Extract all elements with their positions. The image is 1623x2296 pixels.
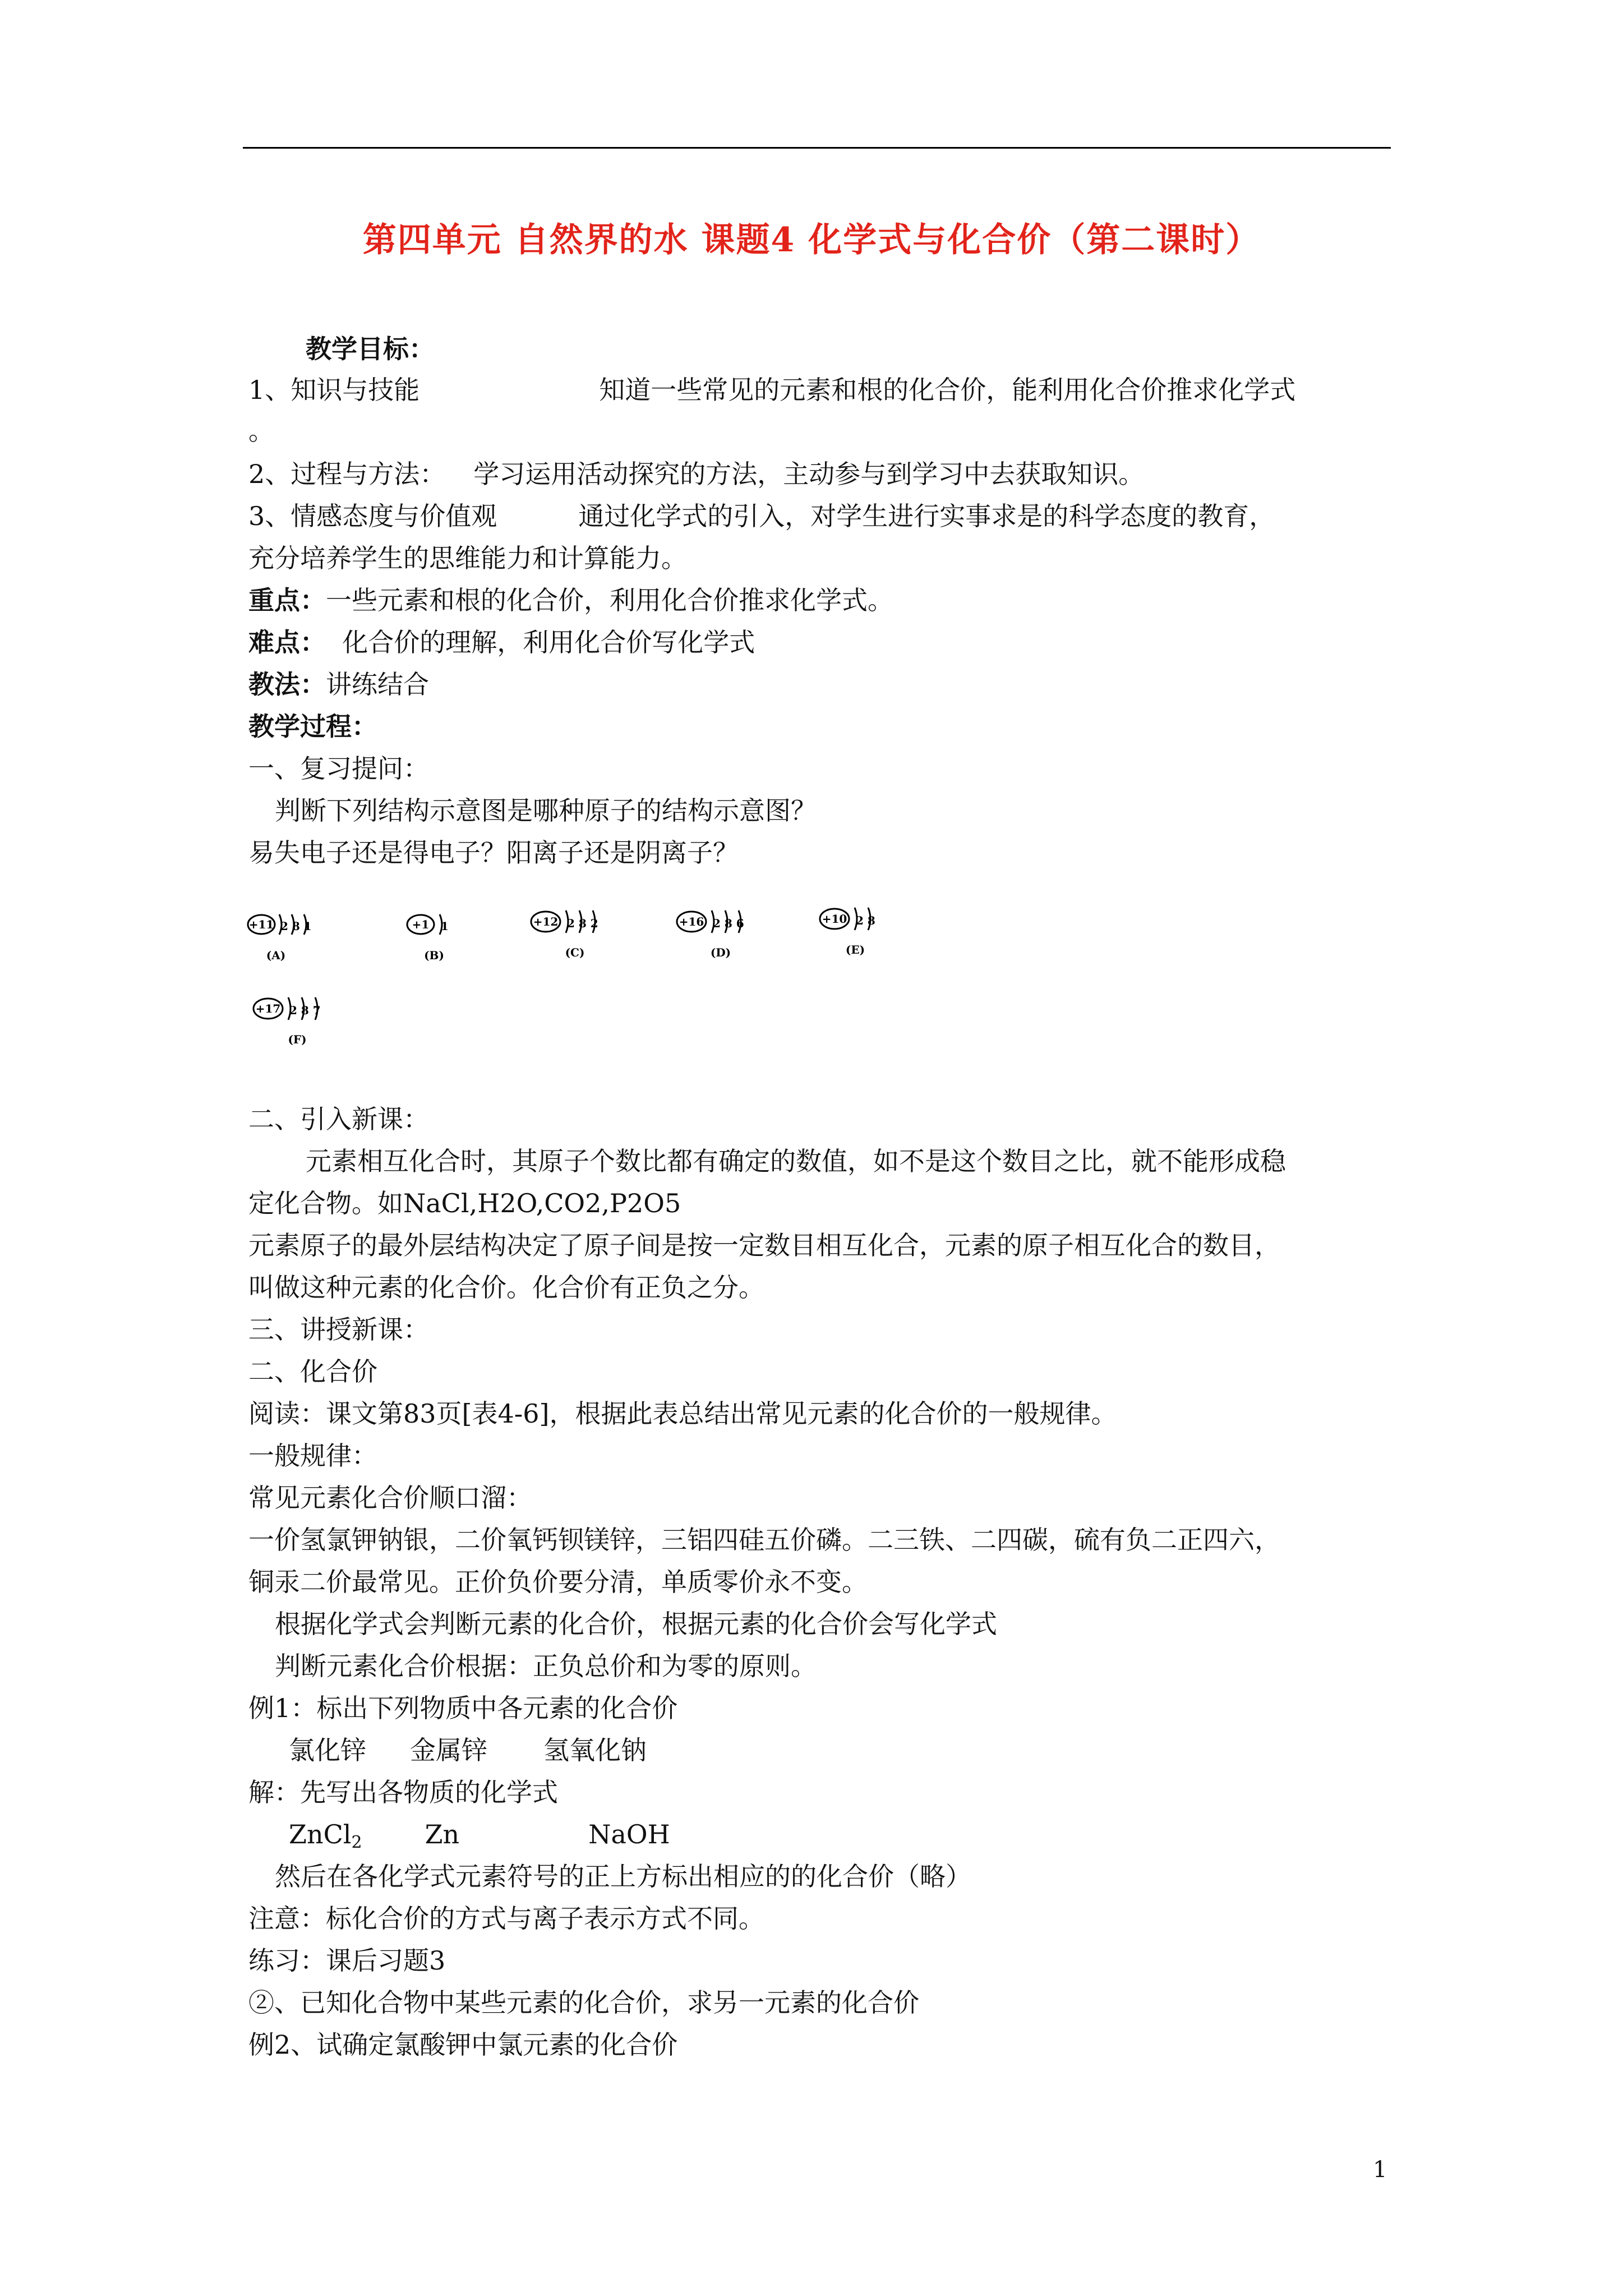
atom-a-nucleus: +11 — [248, 918, 274, 931]
difficulty-text: 化合价的理解，利用化合价写化学式 — [342, 627, 755, 657]
process-heading: 教学过程： — [248, 711, 377, 742]
example-2: 例2、试确定氯酸钾中氯元素的化合价 — [248, 2030, 678, 2060]
atom-b-shells: 1 — [441, 919, 449, 933]
objective-2 — [248, 457, 1144, 491]
example-1-item-2: 金属锌 — [410, 1735, 487, 1765]
atom-diagram-e — [819, 898, 892, 959]
atom-e-nucleus: +10 — [822, 912, 847, 926]
atom-c-shells: 2 8 2 — [567, 917, 598, 930]
objective-3 — [248, 499, 1275, 533]
solution-text: 解：先写出各物质的化学式 — [248, 1777, 558, 1807]
key-point — [248, 583, 893, 617]
section-3-heading: 三、讲授新课： — [248, 1314, 429, 1345]
objective-2-label: 2、过程与方法： — [248, 459, 446, 489]
section-1-heading: 一、复习提问： — [248, 753, 429, 784]
formula-zn: Zn — [425, 1819, 460, 1849]
note-text: 注意：标化合价的方式与离子表示方式不同。 — [248, 1903, 764, 1934]
header-rule — [243, 147, 1391, 149]
objective-1-cont: 。 — [248, 416, 274, 446]
atom-b-label: (B) — [424, 949, 444, 962]
intro-paragraph-1: 元素相互化合时，其原子个数比都有确定的数值，如不是这个数目之比，就不能形成稳 — [306, 1146, 1286, 1176]
section-2-heading: 二、引入新课： — [248, 1104, 429, 1134]
example-1: 例1：标出下列物质中各元素的化合价 — [248, 1693, 678, 1723]
page-title: 第四单元 自然界的水 课题4 化学式与化合价（第二课时） — [362, 220, 1261, 260]
example-1-item-1: 氯化锌 — [289, 1735, 366, 1765]
objectives-heading: 教学目标： — [306, 334, 435, 364]
practice-text: 练习：课后习题3 — [248, 1945, 446, 1976]
objective-3-cont: 充分培养学生的思维能力和计算能力。 — [248, 543, 687, 573]
atom-e-label: (E) — [845, 943, 865, 956]
valence-subheading: 二、化合价 — [248, 1356, 377, 1387]
atom-a-shells: 2 8 1 — [280, 919, 312, 933]
atom-diagram-a — [247, 903, 325, 965]
rhyme-line-1: 一价氢氯钾钠银，二价氧钙钡镁锌，三铝四硅五价磷。二三铁、二四碳，硫有负二正四六， — [248, 1525, 1280, 1555]
key-point-text: 一些元素和根的化合价，利用化合价推求化学式。 — [326, 585, 893, 615]
objective-3-text: 通过化学式的引入，对学生进行实事求是的科学态度的教育， — [578, 501, 1275, 531]
reading-instruction: 阅读：课文第83页[表4-6]，根据此表总结出常见元素的化合价的一般规律。 — [248, 1398, 1117, 1429]
atom-d-label: (D) — [710, 946, 731, 959]
rhyme-line-2: 铜汞二价最常见。正价负价要分清，单质零价永不变。 — [248, 1567, 868, 1597]
atom-e-shells: 2 8 — [856, 914, 875, 927]
rhyme-heading: 常见元素化合价顺口溜： — [248, 1483, 532, 1513]
objective-1-label: 1、知识与技能 — [248, 375, 420, 405]
item-2-text: ②、已知化合物中某些元素的化合价，求另一元素的化合价 — [248, 1987, 919, 2018]
atom-diagram-f — [252, 987, 336, 1049]
teaching-method-text: 讲练结合 — [326, 669, 429, 700]
objective-3-label: 3、情感态度与价值观 — [248, 501, 497, 531]
formula-zncl2: ZnCl$_2$ — [289, 1819, 362, 1852]
atom-f-shells: 2 8 7 — [289, 1004, 321, 1017]
atom-c-label: (C) — [565, 946, 585, 959]
teaching-method — [248, 668, 429, 701]
atom-c-nucleus: +12 — [533, 915, 559, 928]
intro-paragraph-1-cont: 定化合物。如NaCl,H2O,CO2,P2O5 — [248, 1188, 681, 1218]
review-question-2: 易失电子还是得电子？阳离子还是阴离子？ — [248, 838, 739, 868]
general-rule-heading: 一般规律： — [248, 1441, 377, 1471]
review-question-1: 判断下列结构示意图是哪种原子的结构示意图？ — [275, 795, 817, 826]
atom-f-label: (F) — [288, 1033, 307, 1046]
atom-diagram-b — [405, 903, 467, 965]
objective-2-text: 学习运用活动探究的方法，主动参与到学习中去获取知识。 — [473, 459, 1145, 489]
difficulty — [248, 625, 755, 659]
atom-diagram-c — [530, 900, 614, 962]
atom-d-shells: 2 8 6 — [713, 917, 744, 930]
atom-diagram-d — [676, 900, 760, 962]
atom-d-nucleus: +16 — [679, 915, 704, 928]
valence-basis-text: 判断元素化合价根据：正负总价和为零的原则。 — [275, 1651, 817, 1681]
objective-1 — [248, 373, 1295, 407]
example-1-items — [289, 1733, 647, 1767]
page-number: 1 — [1373, 2157, 1387, 2183]
example-1-item-3: 氢氧化钠 — [543, 1735, 647, 1765]
formula-naoh: NaOH — [588, 1819, 670, 1849]
then-mark-text: 然后在各化学式元素符号的正上方标出相应的的化合价（略） — [275, 1861, 971, 1892]
intro-paragraph-2-cont: 叫做这种元素的化合价。化合价有正负之分。 — [248, 1272, 764, 1303]
difficulty-label: 难点： — [248, 627, 326, 657]
formula-list — [289, 1818, 670, 1860]
intro-paragraph-2: 元素原子的最外层结构决定了原子间是按一定数目相互化合，元素的原子相互化合的数目， — [248, 1230, 1280, 1260]
formula-valence-text: 根据化学式会判断元素的化合价，根据元素的化合价会写化学式 — [275, 1609, 997, 1639]
atom-f-nucleus: +17 — [255, 1002, 281, 1015]
objective-1-text: 知道一些常见的元素和根的化合价，能利用化合价推求化学式 — [599, 375, 1296, 405]
key-point-label: 重点： — [248, 585, 326, 615]
atom-a-label: (A) — [266, 949, 286, 962]
teaching-method-label: 教法： — [248, 669, 326, 700]
atom-b-nucleus: +1 — [412, 918, 430, 931]
